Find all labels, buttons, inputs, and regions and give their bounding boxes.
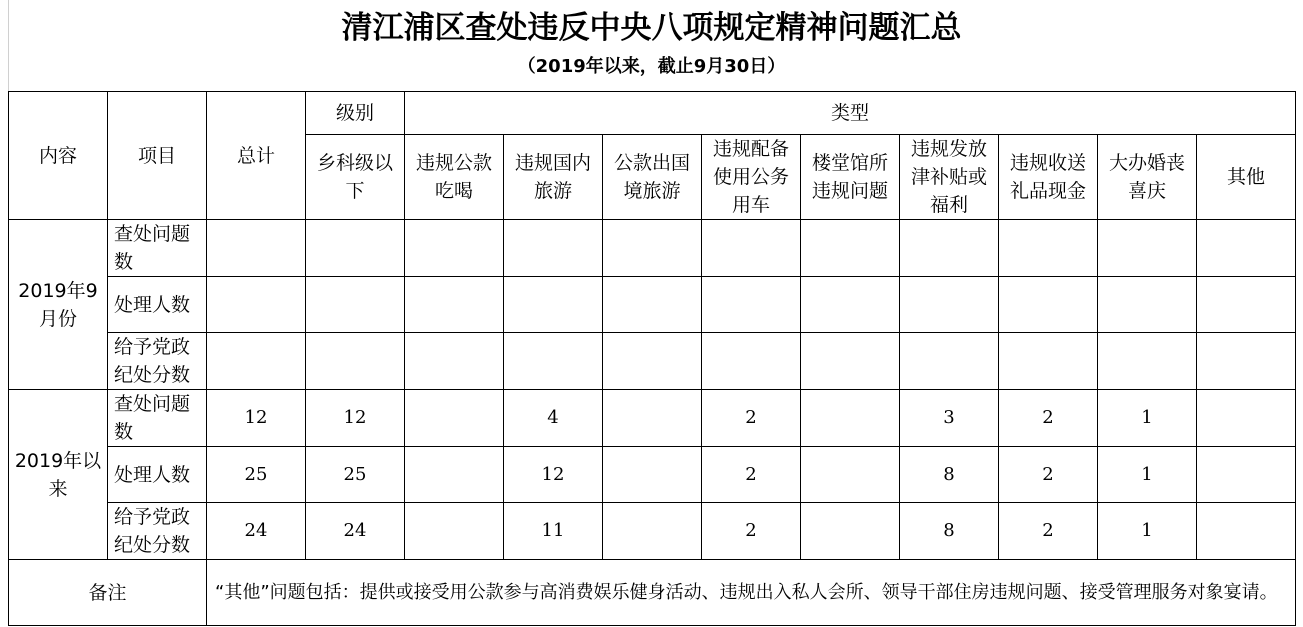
document-subtitle: （2019年以来，截止9月30日） xyxy=(517,56,786,77)
table-cell xyxy=(801,503,900,560)
table-cell xyxy=(603,503,702,560)
period-label: 2019年9月份 xyxy=(9,220,108,390)
header-type-3: 公款出国境旅游 xyxy=(603,135,702,220)
row-label: 处理人数 xyxy=(108,447,207,503)
table-cell xyxy=(306,333,405,390)
table-cell xyxy=(603,447,702,503)
table-cell xyxy=(306,220,405,277)
header-type-4: 违规配备使用公务用车 xyxy=(702,135,801,220)
table-cell xyxy=(504,333,603,390)
table-cell xyxy=(603,277,702,333)
summary-table xyxy=(8,91,1296,626)
table-row xyxy=(9,503,1296,560)
table-row xyxy=(9,220,1296,277)
table-row xyxy=(9,333,1296,390)
table-cell xyxy=(801,220,900,277)
header-total: 总计 xyxy=(207,92,306,220)
table-cell xyxy=(801,277,900,333)
table-cell xyxy=(504,277,603,333)
table-cell: 12 xyxy=(306,390,405,447)
table-cell xyxy=(1197,390,1296,447)
table-cell xyxy=(900,277,999,333)
table-cell xyxy=(405,390,504,447)
table-cell: 24 xyxy=(207,503,306,560)
table-row xyxy=(9,277,1296,333)
table-cell xyxy=(207,277,306,333)
table-cell: 12 xyxy=(207,390,306,447)
row-label: 给予党政纪处分数 xyxy=(108,503,207,560)
remark-label: 备注 xyxy=(9,560,207,626)
table-cell xyxy=(603,390,702,447)
table-cell xyxy=(405,503,504,560)
table-cell: 8 xyxy=(900,447,999,503)
table-cell xyxy=(405,220,504,277)
table-cell xyxy=(1197,277,1296,333)
row-label: 处理人数 xyxy=(108,277,207,333)
header-level: 乡科级以下 xyxy=(306,135,405,220)
table-cell: 4 xyxy=(504,390,603,447)
header-item: 项目 xyxy=(108,92,207,220)
table-cell: 2 xyxy=(999,447,1098,503)
header-type-6: 违规发放津补贴或福利 xyxy=(900,135,999,220)
table-cell xyxy=(603,220,702,277)
header-type-8: 大办婚丧喜庆 xyxy=(1098,135,1197,220)
document-title: 清江浦区查处违反中央八项规定精神问题汇总 xyxy=(341,10,962,46)
table-cell: 2 xyxy=(999,390,1098,447)
table-cell xyxy=(405,333,504,390)
table-cell xyxy=(702,333,801,390)
table-cell xyxy=(999,220,1098,277)
header-type-9: 其他 xyxy=(1197,135,1296,220)
header-type-7: 违规收送礼品现金 xyxy=(999,135,1098,220)
table-cell xyxy=(405,447,504,503)
table-cell: 2 xyxy=(999,503,1098,560)
table-cell xyxy=(1098,277,1197,333)
period-label: 2019年以来 xyxy=(9,390,108,560)
table-cell xyxy=(1098,220,1197,277)
table-cell: 1 xyxy=(1098,503,1197,560)
table-cell xyxy=(801,333,900,390)
table-cell: 25 xyxy=(306,447,405,503)
table-cell xyxy=(405,277,504,333)
header-type-2: 违规国内旅游 xyxy=(504,135,603,220)
table-cell xyxy=(1098,333,1197,390)
remark-text: “其他”问题包括：提供或接受用公款参与高消费娱乐健身活动、违规出入私人会所、领导干部住房违规问题、接受管理服务对象宴请。 xyxy=(207,560,1296,626)
table-row xyxy=(9,447,1296,503)
table-cell xyxy=(207,220,306,277)
table-cell xyxy=(1197,447,1296,503)
row-label: 查处问题数 xyxy=(108,390,207,447)
table-cell xyxy=(900,333,999,390)
table-cell: 2 xyxy=(702,503,801,560)
table-cell xyxy=(306,277,405,333)
table-cell xyxy=(1197,503,1296,560)
row-label: 查处问题数 xyxy=(108,220,207,277)
remark-row xyxy=(9,560,1296,626)
table-cell: 24 xyxy=(306,503,405,560)
table-cell xyxy=(801,447,900,503)
table-cell: 11 xyxy=(504,503,603,560)
table-cell xyxy=(999,333,1098,390)
table-cell: 3 xyxy=(900,390,999,447)
table-cell xyxy=(603,333,702,390)
table-row xyxy=(9,390,1296,447)
table-cell xyxy=(1197,220,1296,277)
header-type-1: 违规公款吃喝 xyxy=(405,135,504,220)
header-type-group: 类型 xyxy=(405,92,1296,135)
table-cell: 2 xyxy=(702,390,801,447)
table-cell xyxy=(702,277,801,333)
header-content: 内容 xyxy=(9,92,108,220)
header-level-group: 级别 xyxy=(306,92,405,135)
table-cell: 1 xyxy=(1098,447,1197,503)
header-type-5: 楼堂馆所违规问题 xyxy=(801,135,900,220)
table-cell xyxy=(801,390,900,447)
table-cell xyxy=(702,220,801,277)
table-cell: 2 xyxy=(702,447,801,503)
row-label: 给予党政纪处分数 xyxy=(108,333,207,390)
table-cell: 25 xyxy=(207,447,306,503)
table-cell xyxy=(900,220,999,277)
table-cell xyxy=(999,277,1098,333)
table-cell xyxy=(504,220,603,277)
table-cell: 12 xyxy=(504,447,603,503)
table-cell: 8 xyxy=(900,503,999,560)
table-cell xyxy=(207,333,306,390)
table-cell: 1 xyxy=(1098,390,1197,447)
table-cell xyxy=(1197,333,1296,390)
